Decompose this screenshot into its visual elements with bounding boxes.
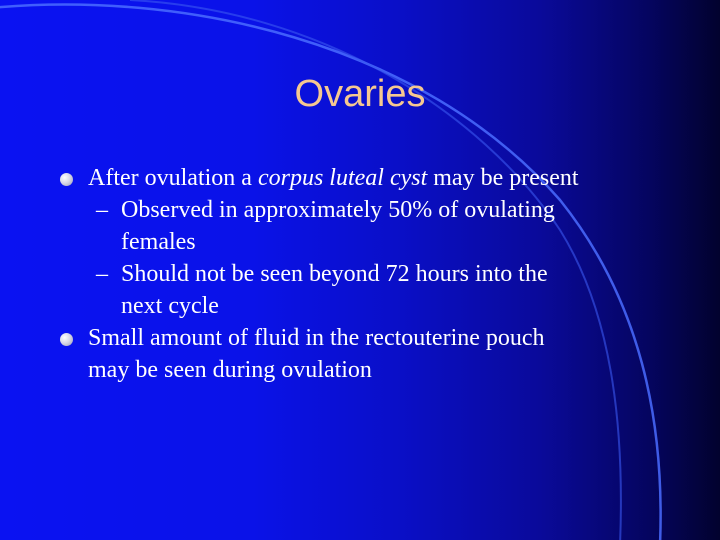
bullet-text-italic: corpus luteal cyst [257,165,428,191]
subbullet-item-observed [60,194,680,258]
bullet-text-suffix: may be present [427,165,579,191]
dash-marker: – [96,261,108,287]
bullet-item-fluid [60,322,680,386]
bullet-item-corpus-luteal [60,162,680,194]
round-bullet-icon [60,173,73,186]
subbullet-line: females [121,229,196,255]
bullet-line: may be seen during ovulation [88,357,372,383]
subbullet-item-72-hours [60,258,680,322]
round-bullet-icon [60,333,73,346]
bullet-text-prefix: After ovulation a [88,165,258,191]
dash-marker: – [96,197,108,223]
subbullet-line: Observed in approximately 50% of ovulating [121,197,555,223]
slide-body [60,162,680,386]
slide-title: Ovaries [294,73,426,115]
bullet-line: Small amount of fluid in the rectouterine pouch [88,325,545,351]
subbullet-line: next cycle [121,293,219,319]
subbullet-line: Should not be seen beyond 72 hours into the [121,261,548,287]
